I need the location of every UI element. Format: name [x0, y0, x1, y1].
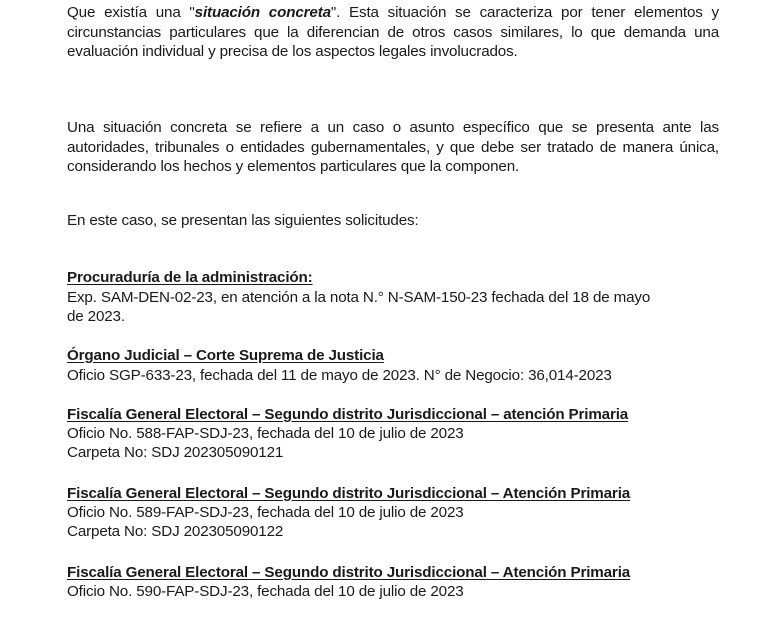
request-line: Oficio No. 590-FAP-SDJ-23, fechada del 10 de julio de 2023: [67, 583, 464, 600]
request-line: Oficio SGP-633-23, fechada del 11 de mayo de 2023. N° de Negocio: 36,014-2023: [67, 367, 612, 384]
request-line: Oficio No. 589-FAP-SDJ-23, fechada del 10 de julio de 2023: [67, 504, 464, 521]
p1-text-after: ". Esta situación se caracteriza por tener elementos y circunstancias particulares que la diferencian de otros casos similares, lo que demanda una evaluación individual y precisa de los aspectos legales involucrados.: [67, 4, 719, 61]
request-line: Exp. SAM-DEN-02-23, en atención a la nota N.° N-SAM-150-23 fechada del 18 de mayo: [67, 289, 651, 306]
intro-paragraph-1: [67, 3, 719, 62]
request-heading-fiscalia-590: Fiscalía General Electoral – Segundo distrito Jurisdiccional – Atención Primaria: [67, 564, 631, 581]
request-line: Carpeta No: SDJ 202305090122: [67, 523, 284, 540]
request-heading-fiscalia-589: Fiscalía General Electoral – Segundo distrito Jurisdiccional – Atención Primaria: [67, 485, 631, 502]
p1-text-before: Que existía una ": [67, 4, 195, 21]
request-heading-organo-judicial: Órgano Judicial – Corte Suprema de Justicia: [67, 347, 384, 364]
request-heading-fiscalia-588: Fiscalía General Electoral – Segundo distrito Jurisdiccional – atención Primaria: [67, 406, 629, 423]
intro-paragraph-2: Una situación concreta se refiere a un caso o asunto específico que se presenta ante las autoridades, tribunales o entidades gubernamentales, y que debe ser tratado de manera única, considerando los hechos y elementos particulares que la componen.: [67, 119, 719, 176]
request-line: Carpeta No: SDJ 202305090121: [67, 444, 284, 461]
request-line: de 2023.: [67, 308, 125, 325]
request-line: Oficio No. 588-FAP-SDJ-23, fechada del 10 de julio de 2023: [67, 425, 464, 442]
p1-emphasis: situación concreta: [194, 4, 331, 21]
request-heading-procuraduria: Procuraduría de la administración:: [67, 269, 313, 286]
intro-paragraph-3: En este caso, se presentan las siguientes solicitudes:: [67, 212, 419, 229]
